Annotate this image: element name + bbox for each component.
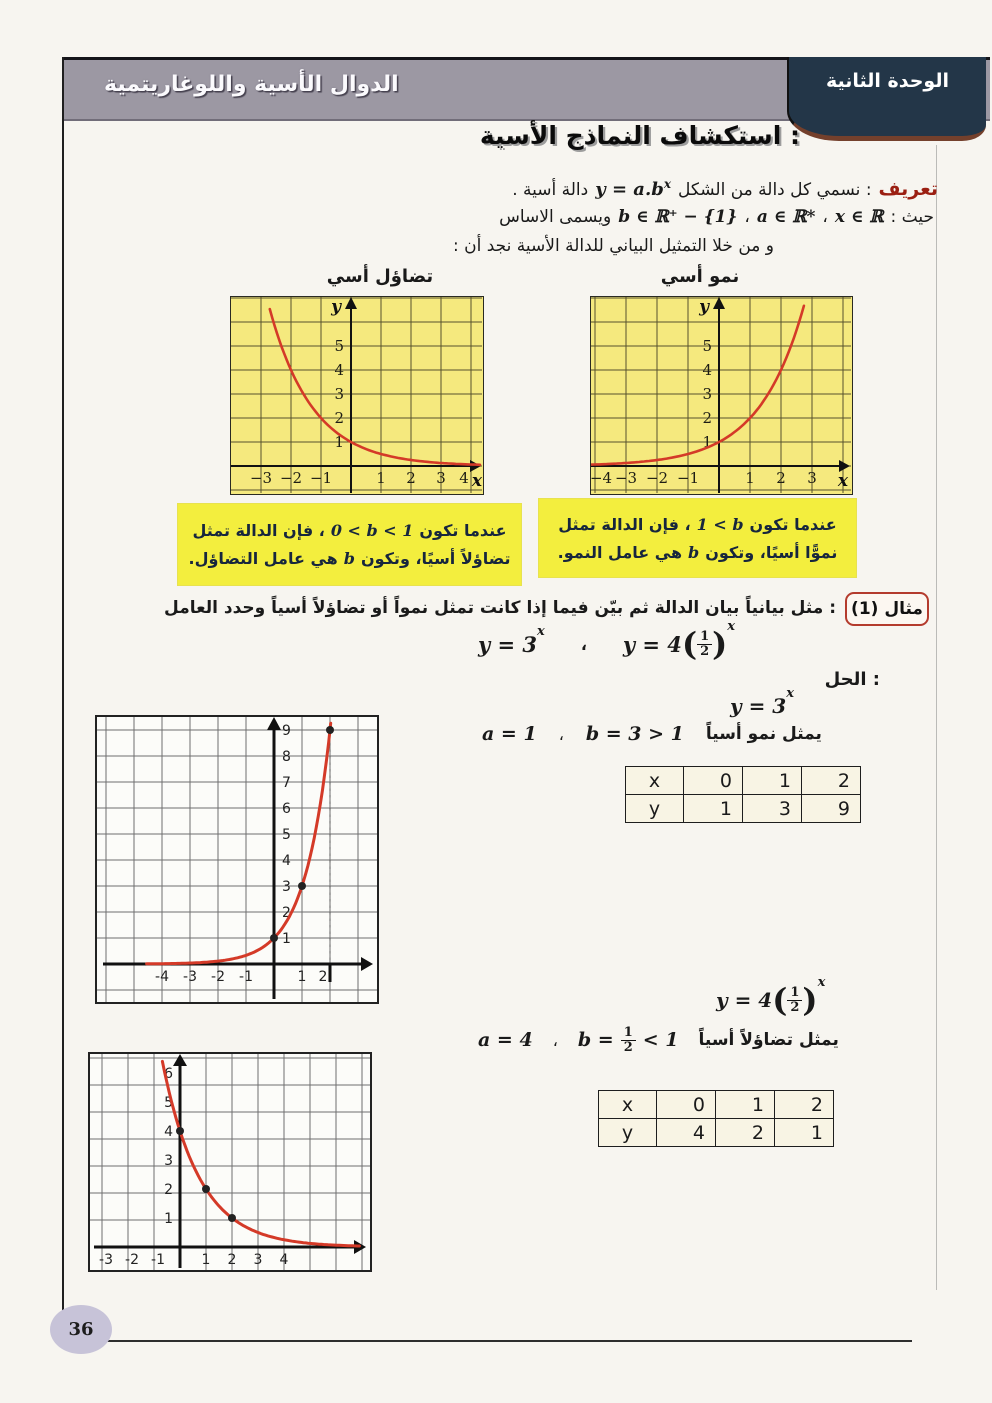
b-inequality: < 1: [642, 1029, 679, 1052]
solution1-formula-exponent: x: [786, 685, 794, 701]
example-badge: [845, 592, 929, 626]
solution2-statement: [478, 1026, 839, 1054]
growth-note-line-1: [549, 515, 846, 534]
right-margin-line: [936, 145, 937, 1290]
x-tick: 3: [436, 469, 446, 487]
x-tick: 1: [376, 469, 386, 487]
solution1-formula: [730, 685, 794, 718]
x-tick: -4: [155, 969, 169, 985]
table-header-y: y: [626, 795, 684, 823]
y-tick: 3: [282, 879, 291, 895]
table-cell: 0: [684, 767, 743, 795]
open-paren: (: [681, 625, 698, 663]
decay-curve: [270, 309, 480, 465]
data-point: [176, 1127, 184, 1135]
table-cell: 1: [743, 767, 802, 795]
table-header-y: y: [599, 1119, 657, 1147]
y-tick: 1: [282, 931, 291, 947]
y-tick: 1: [702, 433, 712, 451]
y-tick: 2: [334, 409, 344, 427]
x-tick: 3: [253, 1252, 263, 1268]
note-var: b: [343, 549, 355, 568]
x-tick: -2: [211, 969, 225, 985]
growth-curve: [591, 306, 804, 465]
fraction-numerator: 1: [787, 986, 802, 1001]
x-tick: -3: [99, 1252, 113, 1268]
y-tick: 6: [164, 1066, 173, 1082]
table-row-x: [626, 767, 861, 795]
left-margin-line: [62, 57, 64, 1342]
values-table-1: [625, 766, 861, 823]
y-tick: 2: [282, 905, 291, 921]
solution2-verdict: يمثل تضاؤلاً أسياً: [698, 1030, 839, 1051]
solution1-formula-base: y = 3: [730, 694, 787, 718]
table-cell: 1: [716, 1091, 775, 1119]
table-header-x: x: [626, 767, 684, 795]
x-tick: -2: [125, 1252, 139, 1268]
equation-1: [478, 623, 545, 657]
y-tick: 6: [282, 801, 291, 817]
condition-x: x ∈ ℝ: [834, 207, 884, 227]
solution2-formula-exponent: x: [817, 974, 826, 990]
x-tick: −1: [676, 469, 700, 487]
note-text: عندما تكون: [419, 521, 507, 540]
note-text: عندما تكون: [749, 514, 837, 534]
data-point: [228, 1214, 236, 1222]
y-tick: 4: [164, 1124, 173, 1140]
y-tick: 3: [334, 385, 344, 403]
y-tick: 5: [282, 827, 291, 843]
table-row-y: [599, 1119, 834, 1147]
comma: ،: [822, 207, 828, 227]
chapter-title: الدوال الأسية واللوغاريتمية: [104, 72, 399, 97]
graph-y-3x: [95, 715, 379, 1004]
graph-y-4-half-x: [88, 1052, 372, 1272]
equation-1-exponent: x: [537, 623, 545, 639]
table-cell: 3: [743, 795, 802, 823]
x-tick: 3: [807, 469, 817, 487]
curve-y-4-half-x: [162, 1061, 359, 1246]
example-instruction: مثل بيانياً بيان الدالة ثم بيّن فيما إذا كانت تمثل نمواً أو تضاؤلاً أسياً وحدد العامل :: [164, 598, 836, 618]
definition-intro-tail: دالة أسية .: [512, 180, 589, 200]
unit-badge: [787, 57, 986, 141]
solution2-formula-coefficient: y = 4: [716, 988, 773, 1012]
x-tick: −2: [279, 469, 303, 487]
open-paren: (: [772, 981, 788, 1019]
table-header-x: x: [599, 1091, 657, 1119]
note-math: 1 < b: [696, 514, 744, 534]
note-text: ، فإن الدالة تمثل: [558, 514, 691, 534]
fraction-denominator: 2: [790, 999, 800, 1015]
x-tick: 4: [279, 1252, 289, 1268]
x-tick: 1: [745, 469, 755, 487]
x-tick: -3: [183, 969, 197, 985]
graph-note: و من خلا التمثيل البياني للدالة الأسية نجد أن :: [453, 236, 774, 256]
definition-line-1: [512, 177, 938, 200]
b-equals: b =: [577, 1029, 614, 1052]
y-axis-arrow: [267, 717, 281, 730]
y-tick: 1: [334, 433, 344, 451]
decay-note-line-1: [188, 521, 511, 540]
graph-y-3x-svg: [97, 717, 377, 1002]
comma: ،: [552, 1030, 558, 1050]
x-axis-label: x: [471, 471, 482, 491]
growth-graph-title: نمو أسي: [660, 266, 740, 287]
x-tick: -1: [151, 1252, 165, 1268]
equation-2-coefficient: y = 4: [622, 631, 682, 657]
data-point: [326, 726, 334, 734]
decay-graph: [230, 296, 484, 495]
y-tick: 8: [282, 749, 291, 765]
comma: ،: [558, 724, 564, 744]
table-cell: 4: [657, 1119, 716, 1147]
x-tick: −4: [591, 469, 613, 487]
x-tick: 1: [297, 969, 307, 985]
y-tick: 4: [282, 853, 291, 869]
note-text: تضاؤلاً أسيًا، وتكون: [360, 549, 511, 568]
y-axis-arrow: [345, 297, 357, 309]
table-cell: 2: [716, 1119, 775, 1147]
y-tick: 7: [282, 775, 291, 791]
y-tick: 3: [164, 1153, 173, 1169]
condition-a: a ∈ ℝ*: [756, 207, 816, 227]
fraction-numerator: 1: [621, 1026, 636, 1041]
note-text: نموًّا أسيًا، وتكون: [705, 542, 838, 562]
table-cell: 9: [802, 795, 861, 823]
table-cell: 0: [657, 1091, 716, 1119]
x-tick: 2: [227, 1252, 237, 1268]
x-tick: −3: [614, 469, 638, 487]
growth-note-line-2: [549, 543, 846, 562]
fraction: [697, 630, 712, 658]
note-math: 0 < b < 1: [330, 521, 414, 540]
definition-intro: : نسمي كل دالة من الشكل: [677, 180, 872, 200]
where-label: حيث :: [890, 207, 934, 227]
fraction: [787, 986, 802, 1014]
x-axis-label: x: [837, 471, 849, 491]
y-tick: 2: [164, 1182, 173, 1198]
solution1-verdict: يمثل نمو أسياً: [705, 724, 822, 744]
note-text: هي عامل التضاؤل.: [188, 549, 338, 568]
decay-note: [178, 504, 521, 585]
growth-graph-svg: [591, 297, 851, 493]
x-tick: 1: [201, 1252, 211, 1268]
decay-note-line-2: [188, 549, 511, 568]
solution2-b-value: [578, 1026, 679, 1054]
x-tick: 2: [776, 469, 786, 487]
equation-1-base: y = 3: [478, 631, 538, 657]
definition-line-2: [499, 207, 934, 227]
y-tick: 4: [334, 361, 344, 379]
page-title: استكشاف النماذج الأسية :: [479, 121, 800, 150]
fraction-numerator: 1: [697, 630, 712, 645]
fraction-denominator: 2: [623, 1039, 633, 1055]
equation-2: [622, 618, 736, 663]
decay-graph-title: تضاؤل أسي: [326, 266, 434, 287]
fraction: [621, 1026, 636, 1054]
solution1-statement: [482, 723, 822, 745]
graph-y-4-half-x-svg: [90, 1054, 370, 1270]
condition-b: b ∈ ℝ⁺ − {1}: [618, 207, 738, 227]
solution-label: الحل :: [824, 669, 880, 690]
x-tick: −2: [645, 469, 669, 487]
definition-label: تعريف: [878, 178, 938, 200]
table-cell: 1: [775, 1119, 834, 1147]
table-cell: 1: [684, 795, 743, 823]
example-badge-label: مثال (1): [851, 599, 923, 619]
solution2-formula: [716, 974, 826, 1019]
y-tick: 2: [702, 409, 712, 427]
x-tick: 4: [459, 469, 469, 487]
decay-graph-svg: [231, 297, 482, 493]
definition-formula: $y = a.b^x$: [595, 177, 671, 200]
solution1-b-value: b = 3 > 1: [585, 723, 684, 745]
y-tick: 9: [282, 723, 291, 739]
y-tick: 1: [164, 1211, 173, 1227]
x-tick: 2: [318, 969, 328, 985]
x-axis-arrow: [361, 957, 373, 971]
footer-line: [62, 1340, 912, 1342]
table-cell: 2: [775, 1091, 834, 1119]
table-row-x: [599, 1091, 834, 1119]
table-cell: 2: [802, 767, 861, 795]
x-tick: −3: [249, 469, 273, 487]
equation-2-exponent: x: [727, 618, 736, 634]
note-var: b: [688, 542, 700, 562]
close-paren: ): [802, 981, 818, 1019]
y-axis-arrow: [173, 1054, 187, 1066]
note-text: ، فإن الدالة تمثل: [192, 521, 325, 540]
y-axis-label: y: [331, 297, 341, 317]
comma: ،: [744, 207, 750, 227]
y-tick: 5: [334, 337, 344, 355]
definition-line-3: [453, 236, 774, 256]
y-axis-label: y: [699, 297, 709, 317]
base-note: ويسمى الاساس: [499, 207, 612, 227]
curve-y-3x: [147, 723, 331, 964]
y-tick: 4: [702, 361, 712, 379]
unit-badge-label: الوحدة الثانية: [825, 70, 949, 92]
values-table-2: [598, 1090, 834, 1147]
solution2-a-value: a = 4: [478, 1029, 533, 1052]
solution1-a-value: a = 1: [482, 723, 537, 745]
note-text: هي عامل النمو.: [557, 542, 683, 562]
equation-separator: ،: [580, 634, 587, 654]
page-number-badge: [50, 1305, 112, 1354]
page-number: 36: [68, 1319, 94, 1340]
x-tick: −1: [309, 469, 333, 487]
data-point: [270, 934, 278, 942]
y-tick: 3: [702, 385, 712, 403]
x-tick: 2: [406, 469, 416, 487]
grid: [90, 1054, 370, 1270]
close-paren: ): [712, 625, 728, 663]
data-point: [298, 882, 306, 890]
growth-note: [539, 499, 856, 577]
x-tick: -1: [239, 969, 253, 985]
y-tick: 5: [164, 1095, 173, 1111]
table-row-y: [626, 795, 861, 823]
y-axis-arrow: [713, 297, 725, 309]
y-tick: 5: [702, 337, 712, 355]
example-equations: [478, 618, 736, 663]
fraction-denominator: 2: [700, 643, 710, 659]
data-point: [202, 1185, 210, 1193]
growth-graph: [590, 296, 853, 495]
